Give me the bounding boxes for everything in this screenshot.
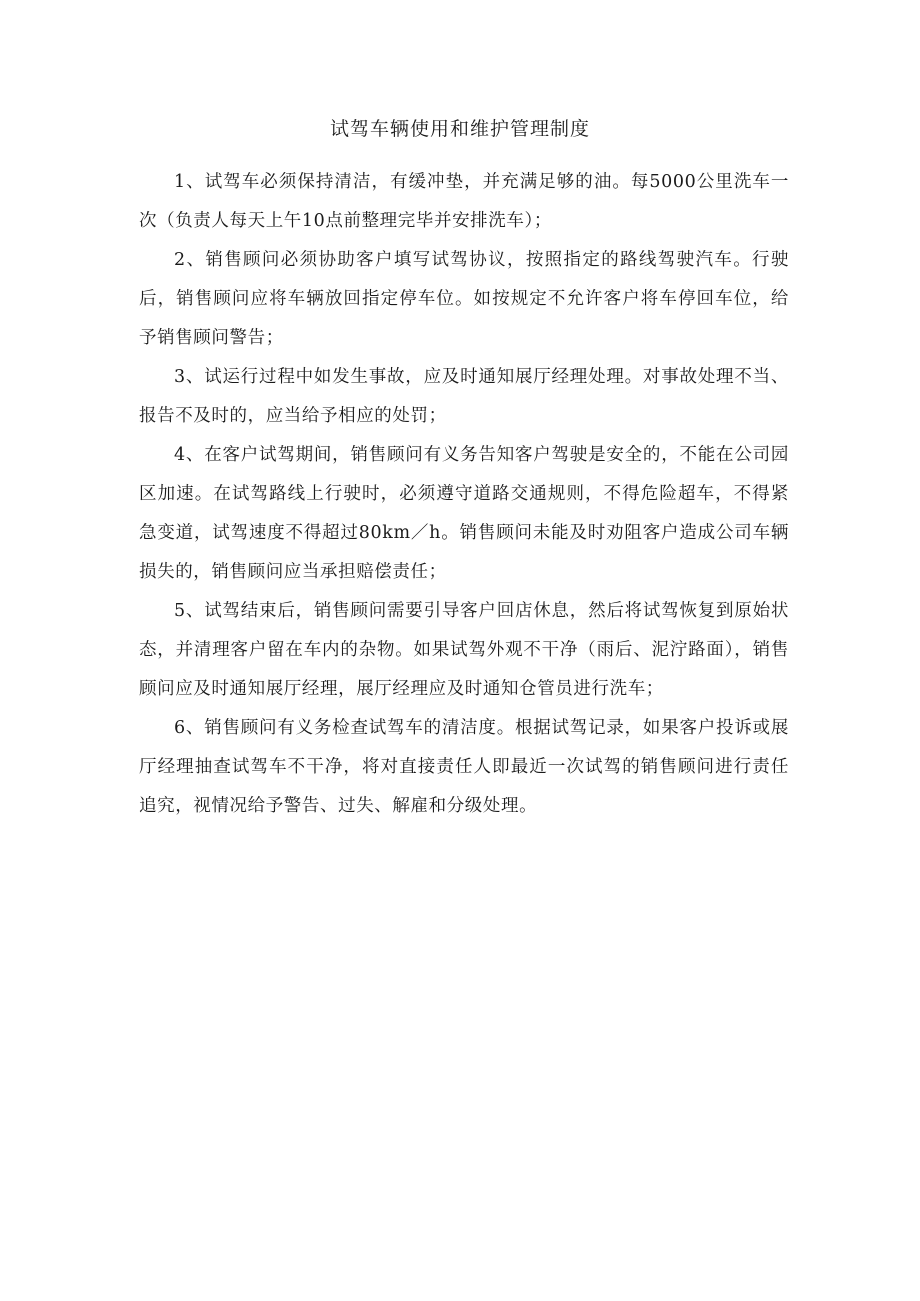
rule-paragraph-4: 4、在客户试驾期间，销售顾问有义务告知客户驾驶是安全的，不能在公司园区加速。在试驾路线上行驶时，必须遵守道路交通规则，不得危险超车，不得紧急变道，试驾速度不得超过80km／h。销售顾问未能及时劝阻客户造成公司车辆损失的，销售顾问应当承担赔偿责任； xyxy=(139,445,789,582)
rule-paragraph-2: 2、销售顾问必须协助客户填写试驾协议，按照指定的路线驾驶汽车。行驶后，销售顾问应将车辆放回指定停车位。如按规定不允许客户将车停回车位，给予销售顾问警告； xyxy=(139,250,789,348)
rule-paragraph-6: 6、销售顾问有义务检查试驾车的清洁度。根据试驾记录，如果客户投诉或展厅经理抽查试驾车不干净，将对直接责任人即最近一次试驾的销售顾问进行责任追究，视情况给予警告、过失、解雇和分级处理。 xyxy=(139,718,789,816)
rule-paragraph-1: 1、试驾车必须保持清洁，有缓冲垫，并充满足够的油。每5000公里洗车一次（负责人每天上午10点前整理完毕并安排洗车）； xyxy=(139,172,789,231)
document-body xyxy=(139,163,789,826)
rule-paragraph-3: 3、试运行过程中如发生事故，应及时通知展厅经理处理。对事故处理不当、报告不及时的，应当给予相应的处罚； xyxy=(139,367,789,426)
document-title: 试驾车辆使用和维护管理制度 xyxy=(329,118,590,140)
rule-paragraph-5: 5、试驾结束后，销售顾问需要引导客户回店休息，然后将试驾恢复到原始状态，并清理客户留在车内的杂物。如果试驾外观不干净（雨后、泥泞路面），销售顾问应及时通知展厅经理，展厅经理应及时通知仓管员进行洗车； xyxy=(139,601,789,699)
